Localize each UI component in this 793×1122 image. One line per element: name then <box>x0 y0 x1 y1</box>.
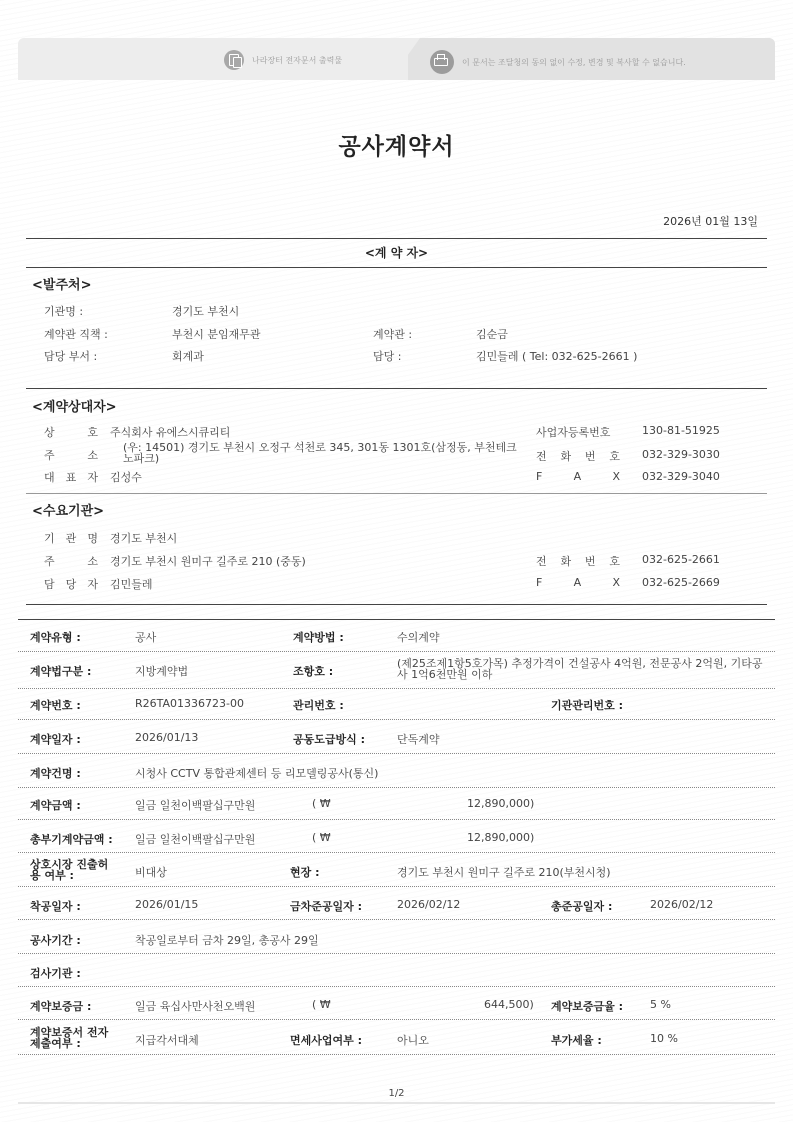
counterparty-bizno-label: 사업자등록번호 <box>536 426 611 439</box>
document-date: 2026년 01월 13일 <box>663 215 758 228</box>
demand-address-label: 주 소 <box>44 555 98 568</box>
banner-right-item <box>430 50 686 74</box>
demand-manager-label: 담 당 자 <box>44 578 98 591</box>
row-divider <box>18 852 775 853</box>
total-amount-label: 총부기계약금액 : <box>30 833 113 846</box>
inspection-agency-label: 검사기관 : <box>30 967 81 980</box>
construction-period-label: 공사기간 : <box>30 934 81 947</box>
contract-type-label: 계약유형 : <box>30 631 81 644</box>
orderer-dept-label: 담당 부서 : <box>44 350 98 363</box>
row-divider <box>18 886 775 887</box>
counterparty-phone: 032-329-3030 <box>642 448 720 461</box>
document-title: 공사계약서 <box>338 134 455 160</box>
mutual-market: 비대상 <box>135 866 167 879</box>
row-divider <box>18 819 775 820</box>
contract-number: R26TA01336723-00 <box>135 697 244 710</box>
orderer-position-label: 계약관 직책 : <box>44 328 108 341</box>
divider <box>18 619 775 620</box>
row-divider <box>18 1054 775 1055</box>
row-divider <box>18 753 775 754</box>
contractor-section-title: <계 약 자> <box>364 246 429 260</box>
deposit-words: 일금 육십사만사천오백원 <box>135 1000 256 1013</box>
divider <box>26 604 767 605</box>
start-date: 2026/01/15 <box>135 898 199 911</box>
row-divider <box>18 719 775 720</box>
vat-label: 부가세율 : <box>551 1034 602 1047</box>
row-divider <box>18 787 775 788</box>
orderer-manager: 김민들레 ( Tel: 032-625-2661 ) <box>476 350 638 363</box>
counterparty-company-label: 상 호 <box>44 426 98 439</box>
demand-fax: 032-625-2669 <box>642 576 720 589</box>
final-completion-label: 총준공일자 : <box>551 900 613 913</box>
contract-date: 2026/01/13 <box>135 731 199 744</box>
counterparty-fax: 032-329-3040 <box>642 470 720 483</box>
mutual-market-label: 상호시장 진출허용 여부 : <box>30 858 109 882</box>
deposit-currency: ( ₩ <box>312 998 331 1011</box>
contract-clause: (제25조제1항5호가목) 추정가격이 건설공사 4억원, 전문공사 2억원, 기타공사 1억6천만원 이하 <box>397 657 763 681</box>
demand-heading: <수요기관> <box>32 504 105 519</box>
orderer-officer: 김순금 <box>476 328 508 341</box>
tax-free: 아니오 <box>397 1034 429 1047</box>
contract-clause-label: 조항호 : <box>293 665 334 678</box>
contract-amount-currency: ( ₩ <box>312 797 331 810</box>
counterparty-ceo-label: 대 표 자 <box>44 471 98 484</box>
demand-phone: 032-625-2661 <box>642 553 720 566</box>
banner-right-text: 이 문서는 조달청의 동의 없이 수정, 변경 및 복사할 수 없습니다. <box>462 57 686 67</box>
contract-amount-value: 12,890,000) <box>467 797 535 810</box>
row-divider <box>18 651 775 652</box>
joint-method: 단독계약 <box>397 733 440 746</box>
counterparty-bizno: 130-81-51925 <box>642 424 720 437</box>
total-amount-value: 12,890,000) <box>467 831 535 844</box>
deposit-value: 644,500) <box>484 998 534 1011</box>
contract-name: 시청사 CCTV 통합관제센터 등 리모델링공사(통신) <box>135 767 379 780</box>
construction-period: 착공일로부터 금차 29일, 총공사 29일 <box>135 934 319 947</box>
orderer-agency-label: 기관명 : <box>44 305 84 318</box>
management-number-label: 관리번호 : <box>293 699 344 712</box>
vat: 10 % <box>650 1032 678 1045</box>
printer-icon <box>430 50 454 74</box>
contract-number-label: 계약번호 : <box>30 699 81 712</box>
contract-amount-label: 계약금액 : <box>30 799 81 812</box>
contract-date-label: 계약일자 : <box>30 733 81 746</box>
divider <box>26 388 767 389</box>
counterparty-address: (우: 14501) 경기도 부천시 오정구 석천로 345, 301동 1301호(삼정동, 부천테크노파크) <box>123 441 517 465</box>
row-divider <box>18 953 775 954</box>
orderer-officer-label: 계약관 : <box>373 328 413 341</box>
row-divider <box>18 919 775 920</box>
demand-address: 경기도 부천시 원미구 길주로 210 (중동) <box>110 555 306 568</box>
row-divider <box>18 986 775 987</box>
total-amount-words: 일금 일천이백팔십구만원 <box>135 833 256 846</box>
contract-method-label: 계약방법 : <box>293 631 344 644</box>
contract-type: 공사 <box>135 631 157 644</box>
demand-agency: 경기도 부천시 <box>110 532 178 545</box>
demand-phone-label: 전 화 번 호 <box>536 555 620 568</box>
counterparty-company: 주식회사 유에스시큐리티 <box>110 426 231 439</box>
divider <box>26 238 767 239</box>
deposit-rate: 5 % <box>650 998 671 1011</box>
site-label: 현장 : <box>290 866 320 879</box>
contract-law: 지방계약법 <box>135 665 189 678</box>
joint-method-label: 공동도급방식 : <box>293 733 365 746</box>
print-banner <box>18 38 775 80</box>
orderer-manager-label: 담당 : <box>373 350 402 363</box>
site: 경기도 부천시 원미구 길주로 210(부천시청) <box>397 866 611 879</box>
interim-completion-label: 금차준공일자 : <box>290 900 362 913</box>
agency-management-number-label: 기관관리번호 : <box>551 699 623 712</box>
total-amount-currency: ( ₩ <box>312 831 331 844</box>
counterparty-phone-label: 전 화 번 호 <box>536 450 620 463</box>
orderer-agency: 경기도 부천시 <box>172 305 240 318</box>
interim-completion: 2026/02/12 <box>397 898 461 911</box>
contract-law-label: 계약법구분 : <box>30 665 92 678</box>
deposit-rate-label: 계약보증금율 : <box>551 1000 623 1013</box>
demand-manager: 김민들레 <box>110 578 153 591</box>
counterparty-ceo: 김성수 <box>110 471 142 484</box>
orderer-dept: 회계과 <box>172 350 204 363</box>
start-date-label: 착공일자 : <box>30 900 81 913</box>
deposit-e-submission-label: 계약보증서 전자제출여부 : <box>30 1026 109 1050</box>
orderer-heading: <발주처> <box>32 278 92 293</box>
demand-fax-label: F A X <box>536 576 620 589</box>
banner-left-text: 나라장터 전자문서 출력물 <box>252 55 343 65</box>
footer-line <box>18 1102 775 1104</box>
counterparty-address-label: 주 소 <box>44 449 98 462</box>
tax-free-label: 면세사업여부 : <box>290 1034 362 1047</box>
divider <box>26 267 767 268</box>
final-completion: 2026/02/12 <box>650 898 714 911</box>
demand-agency-label: 기 관 명 <box>44 532 98 545</box>
orderer-position: 부천시 분임재무관 <box>172 328 261 341</box>
banner-notch <box>390 38 420 80</box>
contract-amount-words: 일금 일천이백팔십구만원 <box>135 799 256 812</box>
row-divider <box>18 688 775 689</box>
deposit-e-submission: 지급각서대체 <box>135 1034 199 1047</box>
banner-left-item <box>224 50 342 70</box>
counterparty-fax-label: F A X <box>536 470 620 483</box>
deposit-label: 계약보증금 : <box>30 1000 92 1013</box>
divider <box>26 493 767 494</box>
counterparty-heading: <계약상대자> <box>32 400 117 415</box>
contract-method: 수의계약 <box>397 631 440 644</box>
contract-name-label: 계약건명 : <box>30 767 81 780</box>
row-divider <box>18 1019 775 1020</box>
document-copy-icon <box>224 50 244 70</box>
page-number: 1/2 <box>388 1088 405 1099</box>
